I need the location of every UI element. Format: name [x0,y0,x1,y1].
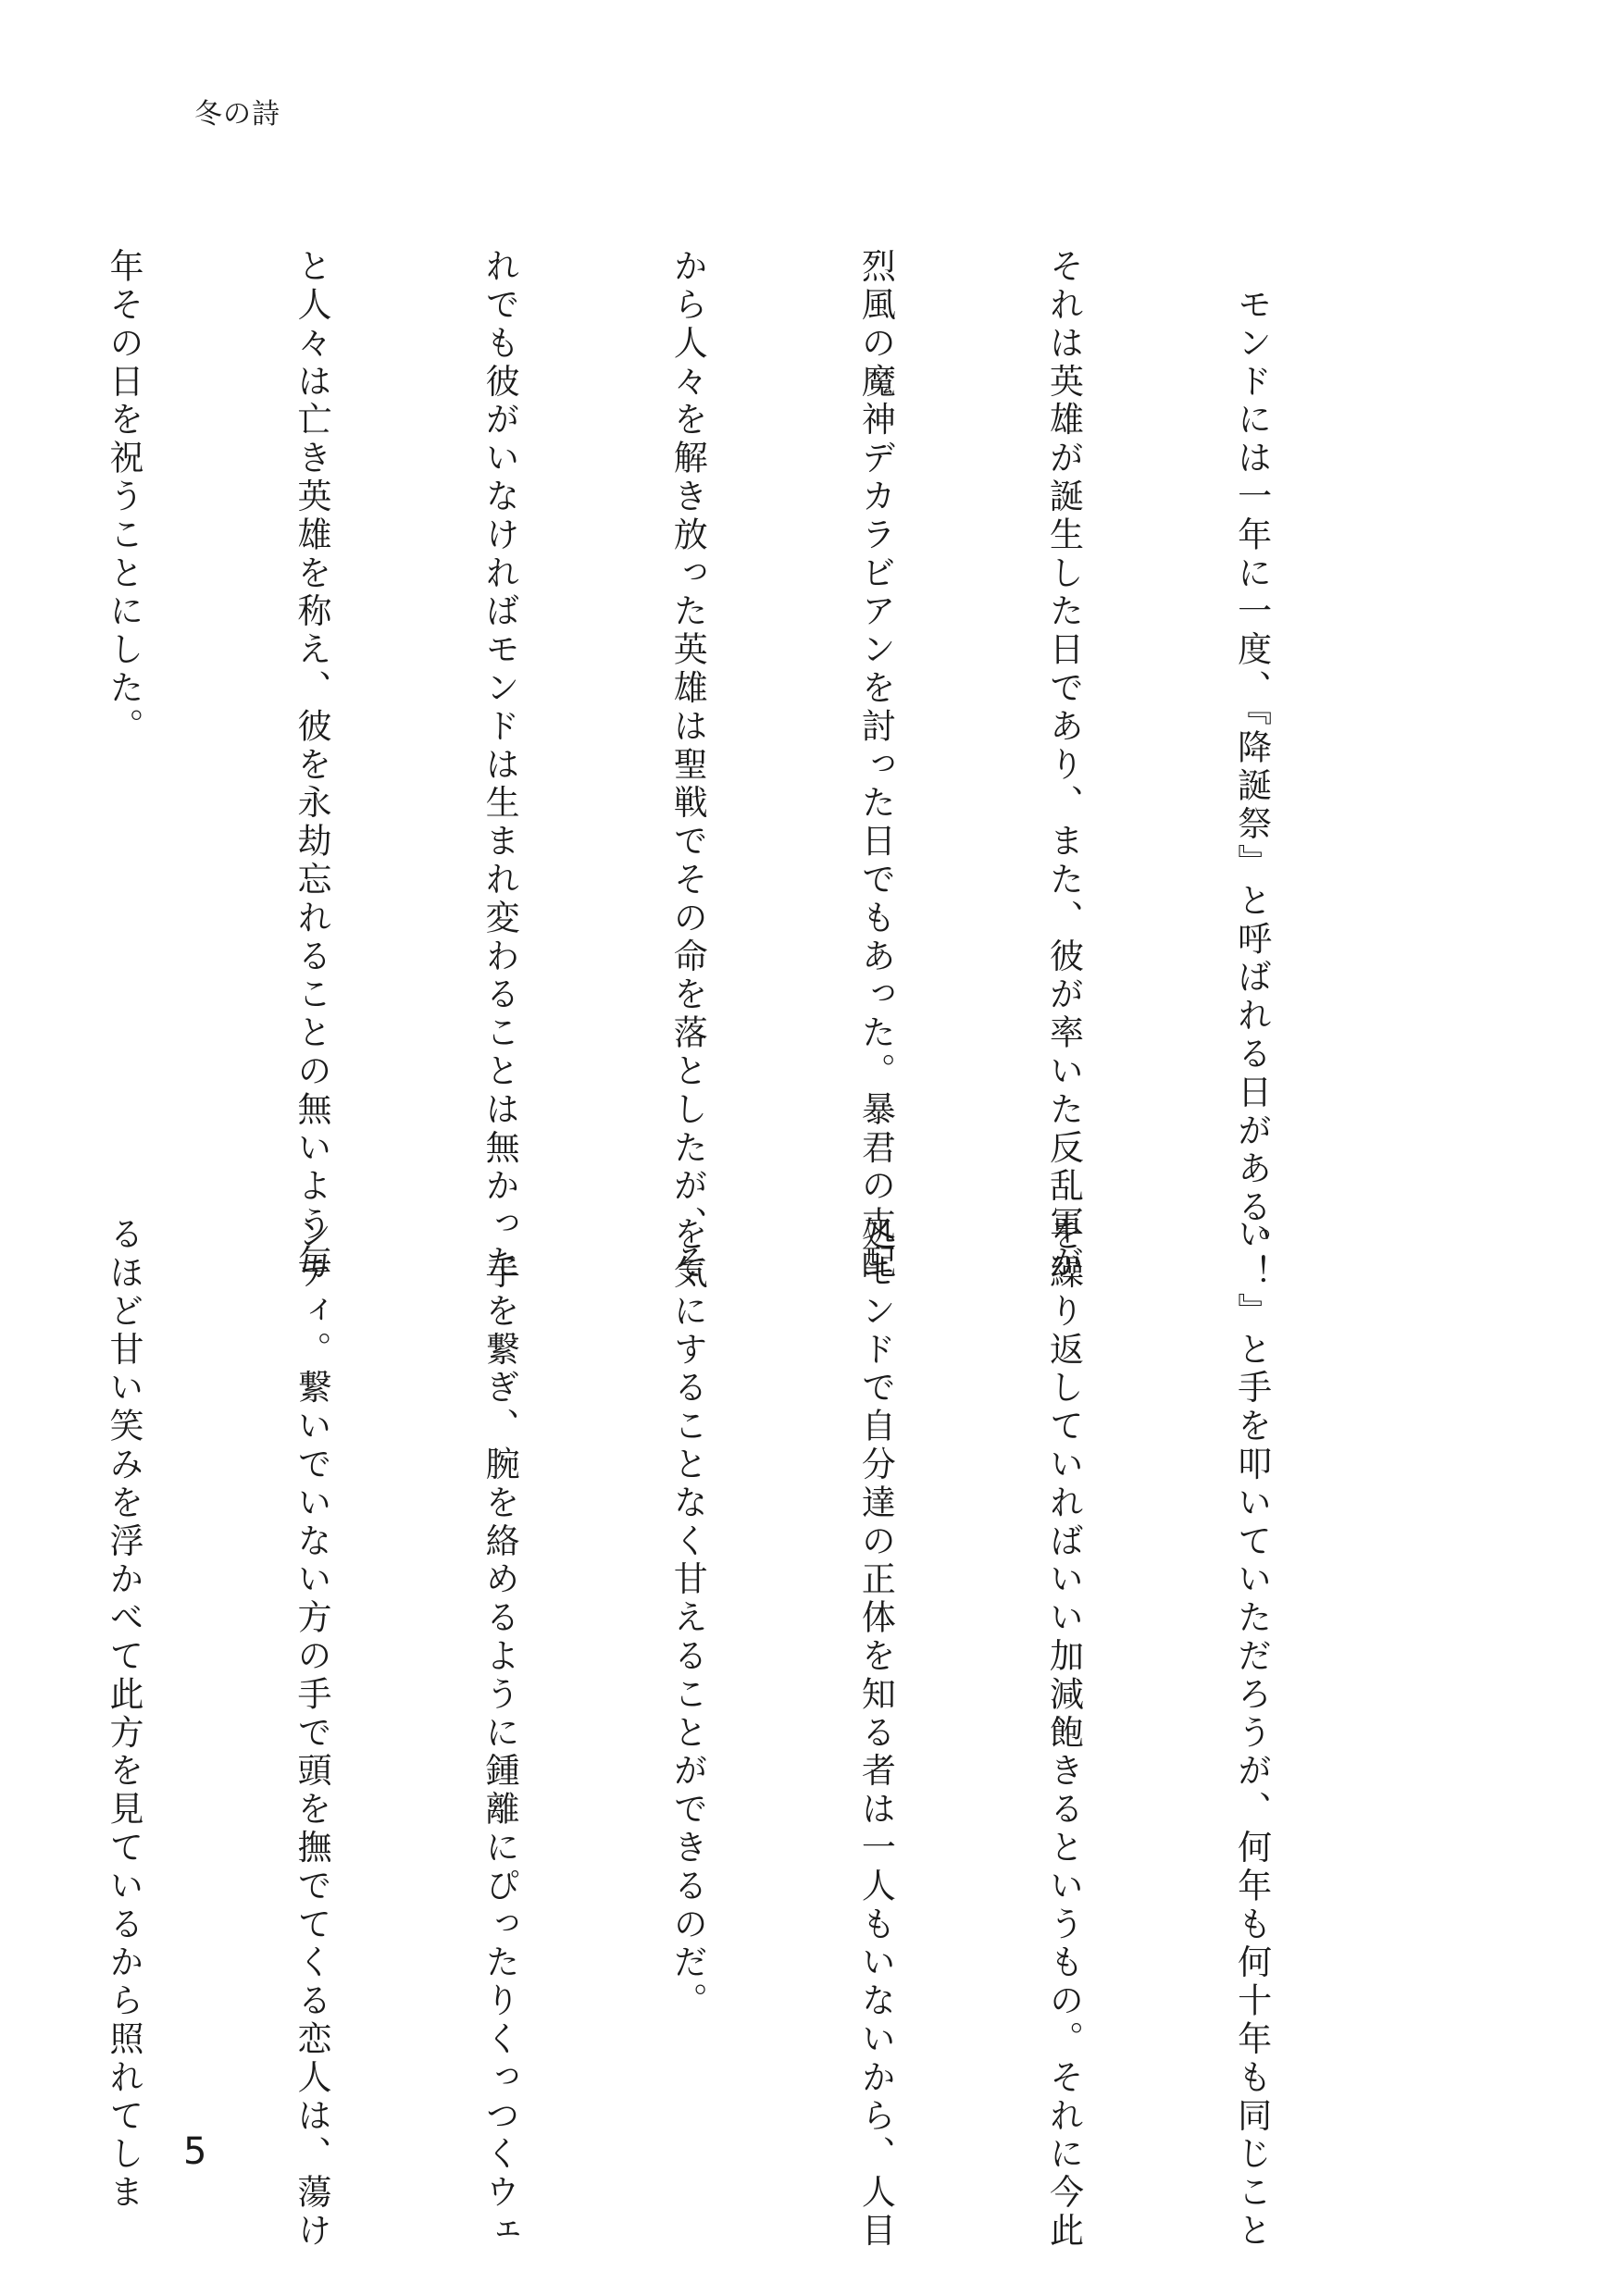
text-line: から人々を解き放った英雄は聖戦でその命を落としたが、そ [667,248,708,1283]
lower-text-block [103,1216,1408,2251]
text-line: 烈風の魔神デカラビアンを討った日でもあった。暴君の支配 [855,248,896,1283]
text-line: それは英雄が誕生した日であり、また、彼が率いた反乱軍が [1043,248,1084,1283]
text-line: い！』と手を叩いていただろうが、何年も何十年も同じこと [1231,1216,1272,2251]
text-line: 処モンドで自分達の正体を知る者は一人もいないから、人目 [855,1216,896,2251]
text-line: ンティ。繋いでいない方の手で頭を撫でてくる恋人は、蕩け [292,1216,332,2251]
upper-text-block [103,248,1408,1283]
running-title: 冬の詩 [194,98,280,130]
text-line: と人々は亡き英雄を称え、彼を永劫忘れることの無いよう毎 [292,248,332,1283]
page-number: 5 [183,2130,207,2173]
text-line: れでも彼がいなければモンドは生まれ変わることは無かった [479,248,520,1283]
text-line: 手を繋ぎ、腕を絡めるように鍾離にぴったりくっつくウェ [479,1216,520,2251]
text-line: を気にすることなく甘えることができるのだ。 [667,1216,708,2021]
text-line: を繰り返していればいい加減飽きるというもの。それに今此 [1043,1216,1084,2251]
text-line: モンドには一年に一度、『降誕祭』と呼ばれる日がある。 [1231,248,1272,1266]
text-line: 年その日を祝うことにした。 [103,248,143,747]
text-line: るほど甘い笑みを浮かべて此方を見ているから照れてしま [103,1216,143,2213]
